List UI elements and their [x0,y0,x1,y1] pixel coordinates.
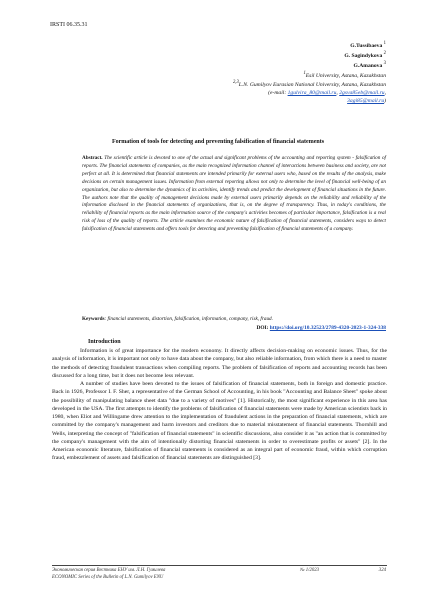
abstract-label: Abstract. [82,155,103,161]
affiliation-text: L.N. Gumilyov Eurasian National University, Astana, Kazakhstan [238,82,386,89]
author-name: G.Amanova [353,62,383,69]
email-link[interactable]: 3agi85@mail.ru [347,98,385,105]
email-line [136,97,386,105]
page-number: 324 [378,568,386,573]
author-line [136,50,386,60]
email-suffix: ) [384,98,386,105]
author-line [136,40,386,50]
doi [256,325,386,331]
email-link[interactable]: 2gsva85eb@mail.ru [339,90,385,97]
author-sup: 3 [383,60,386,66]
section-heading: Introduction [88,339,121,345]
keywords-label: Keywords [82,316,105,322]
affiliation-text: Esil University, Astana, Kazakhstan [305,72,386,79]
journal-name-ru: Экономическая серия Вестника ЕНУ им. Л.Н. Гумилева [52,568,166,573]
doi-link[interactable]: https://doi.org/10.32523/2789-4320-2023-1-324-338 [269,325,386,331]
body-text [52,347,387,463]
doi-label: DOI: [256,325,270,331]
author-line [136,60,386,70]
article-title: Formation of tools for detecting and preventing falsification of financial statements [111,139,325,145]
journal-name-en: ECONOMIC Series of the Bulletin of L.N. Gumilyov ENU [52,574,164,580]
abstract [82,155,386,234]
affiliation-line [136,70,386,80]
author-name: G.Tussibaeva [350,42,383,49]
author-block [136,40,386,105]
author-sup: 1 [383,41,386,46]
footer-journal [52,568,165,581]
footer-issue: № 1/2023 [300,568,320,573]
irsti-code: IRSTI 06.35.31 [50,22,88,28]
email-prefix: (e-mail: [268,90,288,97]
paragraph: A number of studies have been devoted to the issues of falsification of financial statements, both in foreign and domestic practice. Back in 1926, Professor I. F. Sher, a representative of the German School of Accounting, in his book "Accounting and Balance Sheet" spoke about the possibility of manipulating balance sheet data "due to a variety of motives" [1]. Historically, the most significant experience in this area has developed in the USA. The first attempts to identify the problems of falsification of financial statements were made by American scientists back in 1980, when Eliot and Willingame drew attention to the implementation of fraudulent actions in the preparation of financial statements, which are committed by the company's management and harm investors and creditors due to material misstatement of financial statements. Thornhill and Wells, interpreting the concept of "falsification of financial statements" in scientific discussions, also consider it as "an action that is committed by the company's management with the aim of intentionally distorting financial statements in order to overestimate profits or assets" [2]. In the American economic literature, falsification of financial statements is considered as an integral part of economic fraud, within which corruption fraud, embezzlement of assets and falsification of financial statements are distinguished [3]. [52,381,387,462]
email-link[interactable]: 1gulvira_80@mail.ru [287,90,337,97]
affiliation-line [136,79,386,89]
affiliation-sup: 2,3 [232,80,239,86]
author-sup: 2 [383,50,386,56]
keywords [82,316,386,324]
keywords-text: : financial statements, distortion, falsification, information, company, risk, fraud. [104,316,273,322]
author-name: G. Sagindykova [344,52,383,59]
paragraph: Information is of great importance for the modern economy. It directly affects decision-making on economic issues. Thus, for the analysis of information, it is important not only to have data about the company, but also reliable information, from which there is a need to master the methods of detecting fraudulent transactions when compiling reports. The problem of falsification of reports and accounting records has been discussed for a long time, but it does not become less relevant. [52,348,387,379]
abstract-text: The scientific article is devoted to one of the actual and significant problems of the accounting and reporting system - falsification of reports. The financial statements of companies, as the main recognized information channel of interactions between business and society, are not perfect at all. It is determined that financial statements are intended primarily for external users who, based on the results of the analysis, make decisions on certain management issues. Information from external reporting allows not only to determine the level of financial well-being of an organization, but also to determine the dynamics of its activities, identify trends and predict the development of financial situations in the future. The authors note that the quality of management decisions made by external users primarily depends on the reliability and reliability of the information disclosed in the financial statements of organizations, that is, on the degree of transparency. Thus, in today's conditions, the reliability of financial reports as the main information source of the company's activities becomes of particular importance, falsification is a real risk of loss of the quality of reports. The article examines the economic nature of falsification of financial statements, considers ways to detect falsification of financial statements and offers tools for detecting and preventing falsification of financial statements of a company. [82,155,386,233]
email-line: (e-mail: 1gulvira_80@mail.ru, 2gsva85eb@mail.ru, [268,90,386,97]
affiliation-sup: 1 [303,70,306,76]
footer-divider [52,565,387,566]
